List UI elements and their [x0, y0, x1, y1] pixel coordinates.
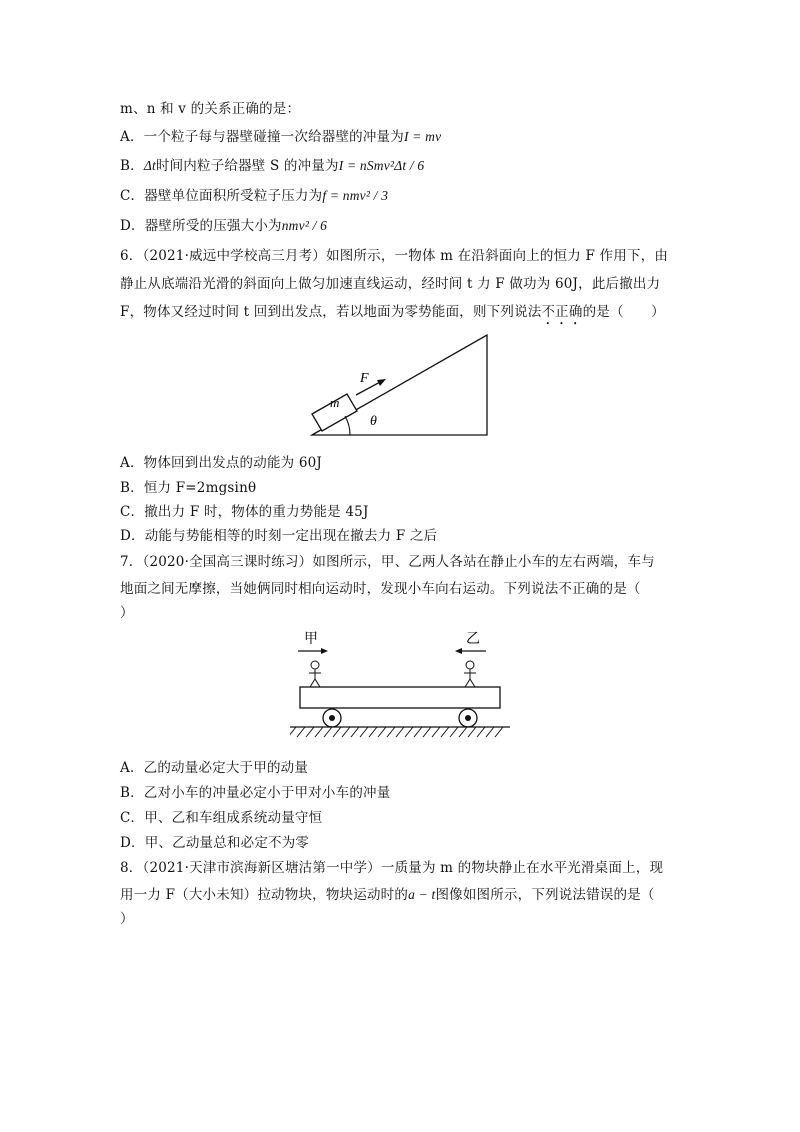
q8-stem-line-2 — [120, 886, 655, 904]
hatch-mark — [405, 727, 413, 737]
option-formula: f = nmv² / 3 — [322, 188, 389, 203]
hatch-mark — [423, 727, 431, 737]
q5-option-a — [120, 128, 441, 146]
option-text: 恒力 F=2mgsinθ — [143, 480, 257, 496]
right-person-icon — [464, 661, 476, 687]
left-wheel-icon — [323, 709, 341, 727]
hatch-mark — [360, 727, 368, 737]
right-wheel-icon — [459, 709, 477, 727]
q7-stem-line-1: 7．（2020·全国高三课时练习）如图所示，甲、乙两人各站在静止小车的左右两端，车与 — [120, 554, 655, 570]
stem-text: F，物体又经过时间 t 回到出发点，若以地面为零势能面，则下列说法 — [120, 304, 542, 320]
q6-option-d — [120, 527, 437, 545]
option-label: D． — [120, 218, 145, 234]
hatch-mark — [459, 727, 467, 737]
option-pre: Δt — [143, 158, 156, 173]
hatch-mark — [486, 727, 494, 737]
hatch-mark — [290, 727, 296, 737]
angle-arc — [345, 416, 350, 435]
left-person-label: 甲 — [304, 632, 318, 647]
angle-label: θ — [370, 414, 377, 429]
q8-stem-line-3: ） — [120, 911, 134, 927]
arrow-head — [321, 648, 328, 654]
option-text: 物体回到出发点的动能为 60J — [143, 455, 323, 471]
option-text: 器壁所受的压强大小为 — [144, 218, 282, 234]
option-formula: nmv² / 6 — [281, 218, 328, 233]
option-label: D． — [120, 835, 145, 851]
q7-stem-line-3: ） — [120, 605, 134, 621]
option-label: B． — [120, 785, 144, 801]
option-label: C． — [120, 504, 145, 520]
cart-figure — [290, 625, 520, 745]
option-text: 时间内粒子给器壁 S 的冲量为 — [155, 158, 339, 174]
q5-option-d — [120, 217, 327, 235]
right-person-label: 乙 — [466, 632, 480, 647]
option-label: A． — [120, 455, 144, 471]
hatch-mark — [324, 727, 332, 737]
option-text: 甲、乙动量总和必定不为零 — [144, 835, 310, 851]
arrow-head — [377, 379, 386, 386]
option-text: 动能与势能相等的时刻一定出现在撤去力 F 之后 — [144, 528, 438, 544]
option-text: 乙的动量必定大于甲的动量 — [143, 760, 309, 776]
q5-option-b — [120, 157, 424, 175]
hatch-mark — [378, 727, 386, 737]
option-label: C． — [120, 188, 145, 204]
q7-option-b — [120, 784, 390, 802]
hatch-mark — [450, 727, 458, 737]
hatch-mark — [414, 727, 422, 737]
q6-option-b — [120, 479, 256, 497]
option-text: 一个粒子每与器壁碰撞一次给器壁的冲量为 — [143, 129, 404, 145]
hatch-mark — [396, 727, 404, 737]
hatch-mark — [495, 727, 503, 737]
option-label: C． — [120, 810, 145, 826]
left-person-icon — [309, 661, 321, 687]
hatch-mark — [351, 727, 359, 737]
stem-text: 图像如图所示，下列说法错误的是（ — [435, 887, 655, 903]
option-text: 撤出力 F 时，物体的重力势能是 45J — [144, 504, 369, 520]
stem-text: 用一力 F（大小未知）拉动物块，物块运动时的 — [120, 887, 409, 903]
q7-option-c — [120, 809, 322, 827]
q7-option-d — [120, 834, 309, 852]
q6-option-c — [120, 503, 369, 521]
hatch-mark — [369, 727, 377, 737]
q5-stem-tail: m、n 和 v 的关系正确的是： — [120, 101, 301, 117]
option-text: 乙对小车的冲量必定小于甲对小车的冲量 — [143, 785, 391, 801]
hatch-mark — [315, 727, 323, 737]
q8-stem-line-1: 8．（2021·天津市滨海新区塘沽第一中学）一质量为 m 的物块静止在水平光滑桌面上，现 — [120, 860, 664, 876]
hatch-mark — [387, 727, 395, 737]
hatch-mark — [441, 727, 449, 737]
hatch-mark — [477, 727, 485, 737]
emphasized-text: 不正确 — [541, 304, 583, 320]
hatch-mark — [297, 727, 305, 737]
hatch-mark — [468, 727, 476, 737]
hatch-mark — [342, 727, 350, 737]
cart-body — [300, 687, 500, 708]
q6-stem-line-1: 6．（2021·威远中学校高三月考）如图所示，一物体 m 在沿斜面向上的恒力 F 作用下，由 — [120, 248, 669, 264]
stem-text: 的是（ ） — [582, 304, 665, 320]
option-label: A． — [120, 760, 144, 776]
incline-figure — [300, 325, 500, 445]
option-text: 器壁单位面积所受粒子压力为 — [144, 188, 323, 204]
hatch-mark — [432, 727, 440, 737]
option-label: B． — [120, 158, 144, 174]
ground-hatching — [290, 727, 503, 737]
option-label: B． — [120, 480, 144, 496]
force-label: F — [360, 371, 369, 386]
q6-stem-line-2: 静止从底端沿光滑的斜面向上做匀加速直线运动，经时间 t 力 F 做功为 60J，此后撤出力 — [120, 276, 661, 292]
arrow-head — [455, 648, 462, 654]
q6-option-a — [120, 454, 322, 472]
hatch-mark — [306, 727, 314, 737]
option-formula: I = nSmv²Δt / 6 — [338, 158, 425, 173]
q7-option-a — [120, 759, 308, 777]
option-text: 甲、乙和车组成系统动量守恒 — [144, 810, 323, 826]
formula: a − t — [408, 887, 436, 902]
option-label: A． — [120, 129, 144, 145]
block-label: m — [330, 395, 340, 410]
q5-option-c — [120, 187, 388, 205]
hatch-mark — [333, 727, 341, 737]
option-label: D． — [120, 528, 145, 544]
q7-stem-line-2: 地面之间无摩擦，当她俩同时相向运动时，发现小车向右运动。下列说法不正确的是（ — [120, 581, 641, 597]
option-formula: I = mv — [403, 129, 442, 144]
